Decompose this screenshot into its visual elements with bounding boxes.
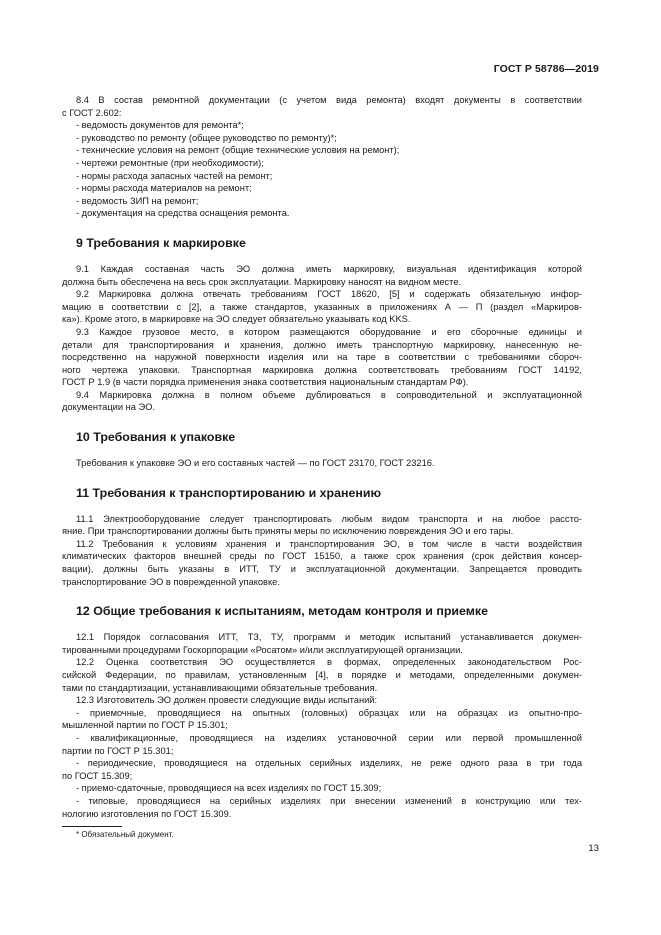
list-item: - документация на средства оснащения ремонта. (76, 208, 290, 219)
list-item-line: нологию изготовления по ГОСТ 15.309. (62, 808, 232, 819)
para-12-2-line: сийской Федерации, по правилам, установленным [4], в порядке и методами, определенными докумен- (62, 670, 582, 680)
list-item-line: - приемо-сдаточные, проводящиеся на всех изделиях по ГОСТ 15.309; (76, 783, 382, 794)
para-9-3-line: 9.3 Каждое грузовое место, в котором размещаются оборудование и его сборочные единицы и (76, 326, 582, 337)
section-11-heading: 11 Требования к транспортированию и хранению (76, 485, 382, 500)
list-item: - нормы расхода материалов на ремонт; (76, 183, 252, 194)
para-9-3-line: посредственно на наружной поверхности изделия или на таре в соответствии с требованиями сбороч- (62, 352, 582, 363)
para-9-4-line: документации на ЭО. (62, 402, 156, 413)
para-11-2-line: вации), должны быть указаны в ИТТ, ТУ и эксплуатационной документации. Запрещается проводить (62, 564, 582, 575)
document-body (62, 94, 582, 820)
footnote-divider (62, 826, 122, 827)
para-12-1-line: 12.1 Порядок согласования ИТТ, ТЗ, ТУ, программ и методик испытаний устанавливается докумен- (76, 632, 582, 643)
list-item: - ведомость документов для ремонта*; (76, 120, 244, 131)
para-9-1-line: 9.1 Каждая составная часть ЭО должна иметь маркировку, визуальная идентификация которой (76, 263, 582, 274)
paragraph-8-4-line-2: с ГОСТ 2.602: (62, 107, 122, 118)
list-item-line: - типовые, проводящиеся на серийных изделиях при внесении изменений в конструкцию или тех- (76, 795, 582, 806)
footnote: * Обязательный документ. (76, 830, 174, 839)
para-11-1-line: 11.1 Электрооборудование следует транспортировать любым видом транспорта и на любое рассто- (76, 513, 582, 524)
page-number: 13 (588, 843, 599, 854)
para-9-4-line: 9.4 Маркировка должна в полном объеме дублироваться в сопроводительной и эксплуатационной (76, 389, 582, 400)
para-11-2-line: 11.2 Требования к условиям хранения и транспортирования ЭО, в том числе в части воздействия (76, 538, 582, 549)
para-9-2-line: 9.2 Маркировка должна отвечать требованиям ГОСТ 18620, [5] и содержать обязательную инфор- (76, 289, 582, 300)
section-9-heading: 9 Требования к маркировке (76, 235, 246, 250)
list-item: - технические условия на ремонт (общие технические условия на ремонт); (76, 145, 400, 156)
list-item-line: партии по ГОСТ Р 15.301; (62, 745, 174, 756)
para-12-2-line: 12.2 Оценка соответствия ЭО осуществляется в формах, определенных законодательством Рос- (76, 657, 582, 668)
list-item: - чертежи ремонтные (при необходимости); (76, 157, 264, 168)
para-12-1-line: тированными процедурами Госкорпорации «Росатом» и/или эксплуатирующей организации. (62, 644, 463, 655)
para-11-2-line: транспортирование ЭО в поврежденной упаковке. (62, 576, 280, 587)
list-item-line: по ГОСТ 15.309; (62, 770, 133, 781)
para-9-3-line: ГОСТ Р 1.9 (в части порядка применения знака соответствия национальным стандартам РФ). (62, 377, 469, 388)
section-12-heading: 12 Общие требования к испытаниям, методам контроля и приемке (76, 604, 488, 619)
para-9-2-line: мацию в соответствии с [2], а также стандартов, указанных в приложениях А — П (раздел «Маркиров- (62, 301, 582, 312)
para-11-1-line: яние. При транспортировании должны быть приняты меры по исключению повреждения ЭО и его тары. (62, 526, 514, 537)
para-11-2-line: климатических факторов внешней среды по ГОСТ 15150, а также срок хранения (срок действия консер- (62, 551, 582, 562)
para-9-2-line: ка»). Кроме этого, в маркировке на ЭО следует обязательно указывать код KKS. (62, 314, 411, 325)
section-10-heading: 10 Требования к упаковке (76, 430, 236, 445)
document-header: ГОСТ Р 58786—2019 (493, 63, 599, 75)
list-item-line: мышленной партии по ГОСТ Р 15.301; (62, 720, 228, 731)
para-9-3-line: детали для транспортирования и хранения, должно иметь транспортную маркировку, нанесенную не- (62, 339, 582, 350)
para-12-3-line: 12.3 Изготовитель ЭО должен провести следующие виды испытаний: (76, 695, 378, 706)
para-9-3-line: ного чертежа упаковки. Транспортная маркировка должна соответствовать требованиям ГОСТ 14192, (62, 364, 582, 375)
paragraph-8-4-line-1: 8.4 В состав ремонтной документации (с учетом вида ремонта) входят документы в соответствии (76, 95, 582, 105)
list-item: - нормы расхода запасных частей на ремонт; (76, 170, 273, 181)
list-item: - ведомость ЗИП на ремонт; (76, 195, 199, 206)
list-item: - руководство по ремонту (общее руководство по ремонту)*; (76, 132, 337, 143)
para-10-text: Требования к упаковке ЭО и его составных частей — по ГОСТ 23170, ГОСТ 23216. (76, 458, 435, 469)
para-9-1-line: должна быть обеспечена на весь срок эксплуатации. Маркировку наносят на видном месте. (62, 276, 462, 287)
list-item-line: - квалификационные, проводящиеся на изделиях установочной серии или первой промышленной (76, 732, 582, 743)
list-item-line: - приемочные, проводящиеся на опытных (головных) образцах или на образцах из опытно-про- (76, 707, 582, 718)
list-item-line: - периодические, проводящиеся на отдельных серийных изделиях, не реже одного раза в три года (76, 758, 582, 769)
para-12-2-line: тами по стандартизации, устанавливающими обязательные требования. (62, 682, 378, 693)
